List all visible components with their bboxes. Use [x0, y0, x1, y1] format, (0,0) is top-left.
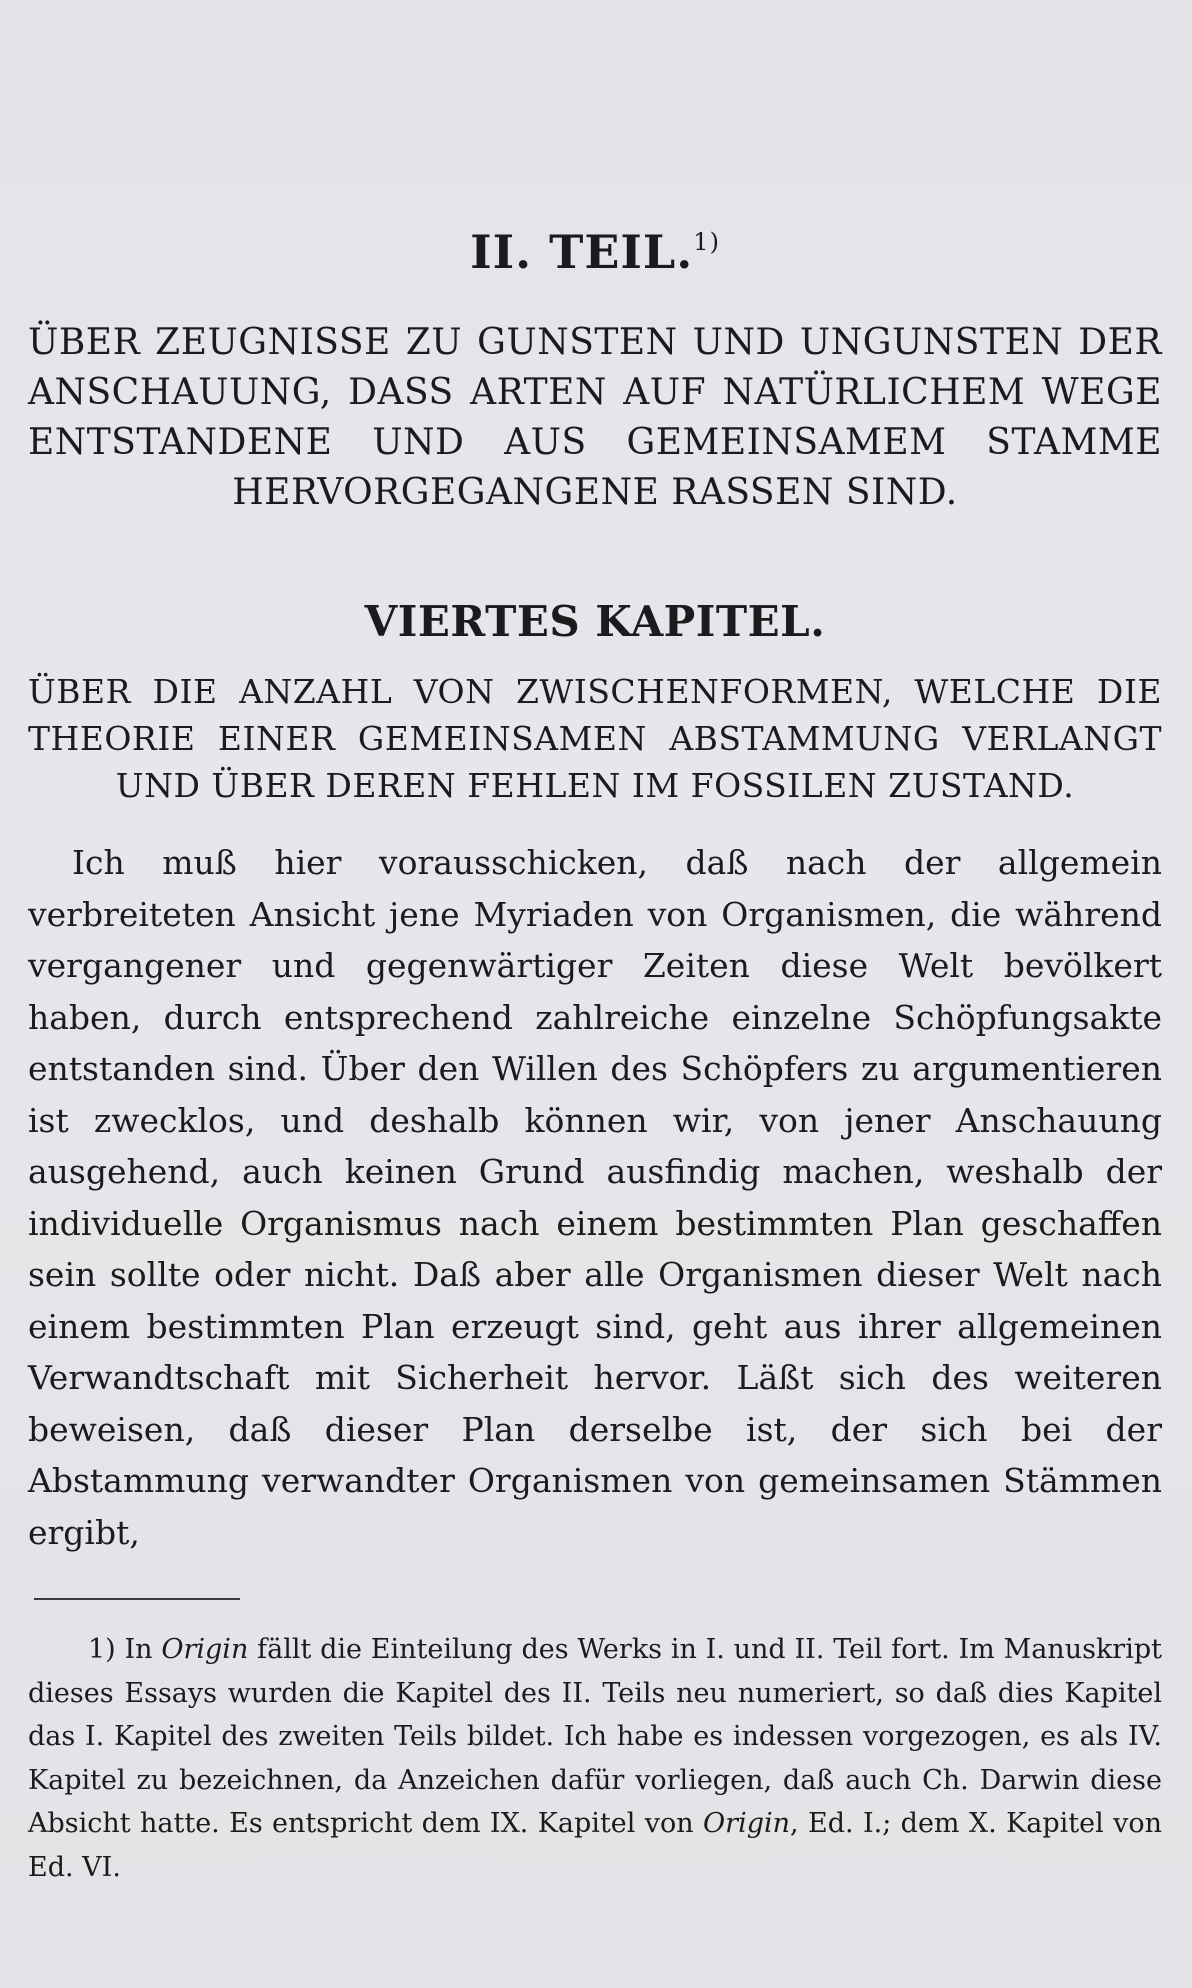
footnote-text-2: fällt die Einteilung des Werks in I. und II. Teil fort. Im Manuskript dieses Essays wurden die Kapitel des II. Teils neu numeriert, so daß dies Kapitel das I. Kapitel des zweiten Teils bildet. Ich habe es indessen vorgezogen, es als IV. Kapitel zu bezeichnen, da Anzeichen dafür vorliegen, daß auch Ch. Darwin diese Absicht hatte. Es entspricht dem IX. Kapitel von [28, 1634, 1162, 1839]
footnote-text-3: , Ed. I.; dem X. Kapitel von Ed. VI. [28, 1808, 1162, 1883]
footnote-text-1: In [115, 1634, 162, 1665]
part-title-text: II. TEIL. [470, 225, 694, 279]
chapter-subtitle: ÜBER DIE ANZAHL VON ZWISCHENFORMEN, WELCHE DIE THEORIE EINER GEMEINSAMEN ABSTAMMUNG VERLANGT UND ÜBER DEREN FEHLEN IM FOSSILEN ZUSTAND. [28, 672, 1162, 805]
footnote-divider [34, 1598, 240, 1600]
footnote [28, 1628, 1162, 1889]
chapter-title: VIERTES KAPITEL. [364, 597, 826, 646]
part-subtitle: ÜBER ZEUGNISSE ZU GUNSTEN UND UNGUNSTEN DER ANSCHAUUNG, DASS ARTEN AUF NATÜRLICHEM WEGE ENTSTANDENE UND AUS GEMEINSAMEM STAMME HERVORGEGANGENE RASSEN SIND. [28, 322, 1162, 513]
footnote-italic-origin-1: Origin [161, 1634, 249, 1665]
part-footnote-marker: 1) [693, 228, 720, 256]
footnote-marker: 1) [88, 1634, 116, 1665]
part-title [28, 212, 1162, 282]
body-paragraph: Ich muß hier vorausschicken, daß nach der allgemein verbreiteten Ansicht jene Myriaden von Organismen, die während vergangener und gegenwärtiger Zeiten diese Welt bevölkert haben, durch entsprechend zahlreiche einzelne Schöpfungsakte entstanden sind. Über den Willen des Schöpfers zu argumentieren ist zwecklos, und deshalb können wir, von jener Anschauung ausgehend, auch keinen Grund ausfindig machen, weshalb der individuelle Organismus nach einem bestimmten Plan geschaffen sein sollte oder nicht. Daß aber alle Organismen dieser Welt nach einem bestimmten Plan erzeugt sind, geht aus ihrer allgemeinen Verwandtschaft mit Sicherheit hervor. Läßt sich des weiteren beweisen, daß dieser Plan derselbe ist, der sich bei der Abstammung verwandter Organismen von gemeinsamen Stämmen ergibt, [28, 843, 1162, 1552]
footnote-italic-origin-2: Origin [703, 1808, 791, 1839]
